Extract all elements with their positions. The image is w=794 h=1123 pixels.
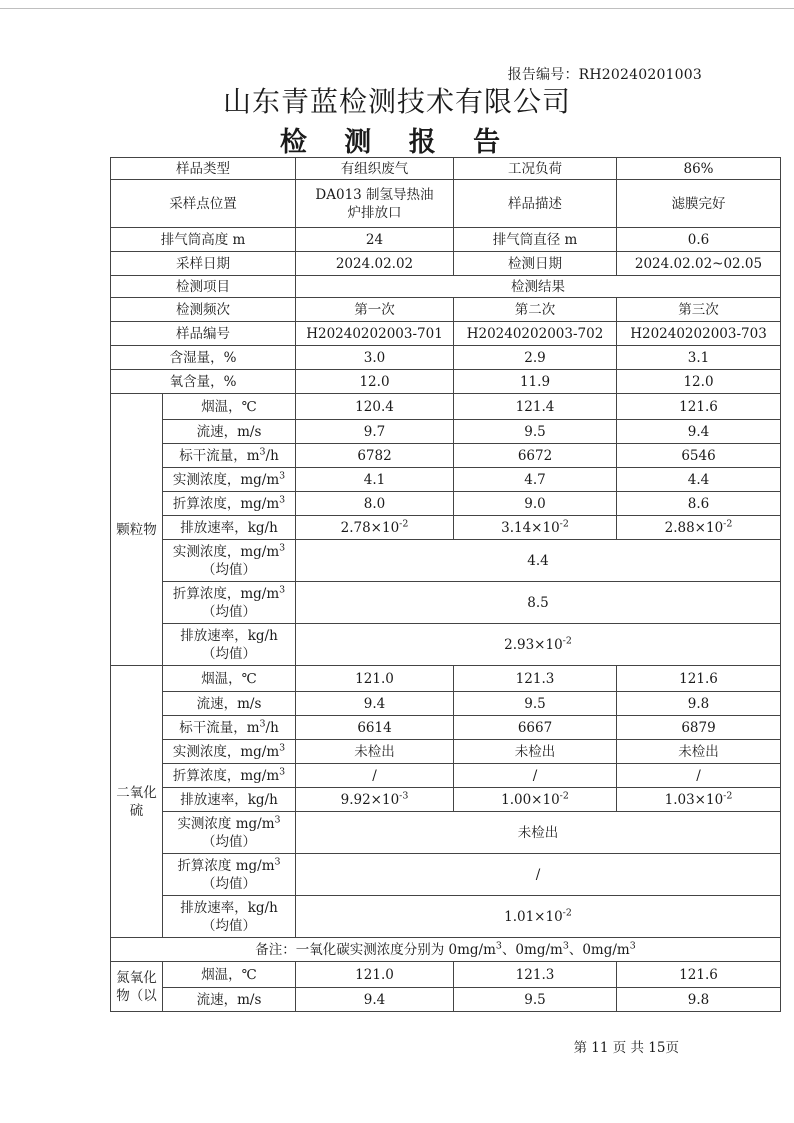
avg-suffix: （均值） (202, 645, 256, 662)
nox-group-line-2: 物（以 (116, 987, 157, 1004)
pm-conc-label (163, 468, 296, 492)
nox-temp-2: 121.3 (454, 962, 617, 988)
pm-rate-label: 排放速率，kg/h (163, 516, 296, 540)
so2-avg-conc-label (163, 812, 296, 854)
page-title: 检 测 报 告 (279, 127, 515, 158)
pm-flow-1: 6782 (296, 444, 454, 468)
pm-conc-label-sup: 3 (279, 470, 286, 481)
so2-flow-label (163, 716, 296, 740)
moisture-1: 3.0 (296, 346, 454, 370)
pm-avg-rate-mantissa: 2.93×10 (504, 636, 563, 653)
sample-type-label: 样品类型 (111, 158, 296, 180)
pm-conc-3: 4.4 (617, 468, 781, 492)
pm-conc-2: 4.7 (454, 468, 617, 492)
test-date-value: 2024.02.02~02.05 (617, 252, 781, 276)
freq-3: 第三次 (617, 298, 781, 322)
pm-avg-calc-label-sup: 3 (279, 584, 286, 595)
pm-avg-calc-label-text: 折算浓度，mg/m (172, 585, 280, 602)
table-row (111, 276, 781, 298)
height-value: 24 (296, 228, 454, 252)
pm-temp-3: 121.6 (617, 394, 781, 420)
pm-flow-label-tail: /h (265, 447, 279, 464)
so2-calc-3: / (617, 764, 781, 788)
table-row (111, 624, 781, 666)
table-row (111, 740, 781, 764)
sample-date-value: 2024.02.02 (296, 252, 454, 276)
so2-avg-calc-label (163, 854, 296, 896)
table-row (111, 298, 781, 322)
so2-conc-3: 未检出 (617, 740, 781, 764)
nox-speed-3: 9.8 (617, 988, 781, 1012)
note-text: 备注：一氧化碳实测浓度分别为 0mg/m (255, 941, 496, 958)
pm-rate-2-exp: -2 (559, 518, 569, 529)
so2-conc-2: 未检出 (454, 740, 617, 764)
so2-group-line-1: 二氧化 (116, 784, 157, 801)
so2-flow-label-sup: 3 (259, 718, 266, 729)
table-row (111, 252, 781, 276)
nox-speed-2: 9.5 (454, 988, 617, 1012)
so2-rate-3 (617, 788, 781, 812)
nox-temp-3: 121.6 (617, 962, 781, 988)
so2-avg-rate-exp: -2 (562, 907, 572, 918)
so2-rate-2-mantissa: 1.00×10 (501, 791, 560, 808)
so2-speed-2: 9.5 (454, 692, 617, 716)
moisture-3: 3.1 (617, 346, 781, 370)
table-row (111, 788, 781, 812)
table-row (111, 468, 781, 492)
so2-flow-1: 6614 (296, 716, 454, 740)
pm-avg-conc-label (163, 540, 296, 582)
pm-rate-2-mantissa: 3.14×10 (501, 519, 560, 536)
so2-avg-rate (296, 896, 781, 938)
freq-2: 第二次 (454, 298, 617, 322)
site-line-1: DA013 制氢导热油 (315, 186, 434, 203)
table-row (111, 158, 781, 180)
desc-value: 滤膜完好 (617, 180, 781, 228)
pm-calc-3: 8.6 (617, 492, 781, 516)
note-mid-2: 、0mg/m (568, 941, 630, 958)
table-row (111, 228, 781, 252)
so2-calc-label-text: 折算浓度，mg/m (172, 767, 280, 784)
pm-calc-label-text: 折算浓度，mg/m (172, 495, 280, 512)
so2-avg-conc: 未检出 (296, 812, 781, 854)
pm-speed-1: 9.7 (296, 420, 454, 444)
pm-rate-3-mantissa: 2.88×10 (664, 519, 724, 536)
table-row (111, 180, 781, 228)
company-name: 山东青蓝检测技术有限公司 (222, 85, 571, 118)
so2-avg-conc-label-text: 实测浓度 mg/m (177, 815, 275, 832)
avg-suffix: （均值） (202, 603, 256, 620)
table-row (111, 420, 781, 444)
avg-suffix: （均值） (202, 917, 256, 934)
so2-speed-label: 流速，m/s (163, 692, 296, 716)
pm-temp-label: 烟温，℃ (163, 394, 296, 420)
table-row (111, 938, 781, 962)
site-line-2: 炉排放口 (347, 204, 402, 221)
table-row (111, 716, 781, 740)
note-sup-3: 3 (629, 940, 636, 951)
sample-no-1: H20240202003-701 (296, 322, 454, 346)
so2-flow-label-tail: /h (265, 719, 279, 736)
pm-avg-conc: 4.4 (296, 540, 781, 582)
report-number: 报告编号：RH20240201003 (507, 67, 702, 83)
nox-speed-1: 9.4 (296, 988, 454, 1012)
pm-calc-label-sup: 3 (279, 494, 286, 505)
freq-label: 检测频次 (111, 298, 296, 322)
so2-temp-2: 121.3 (454, 666, 617, 692)
so2-speed-3: 9.8 (617, 692, 781, 716)
avg-suffix: （均值） (202, 875, 256, 892)
sample-date-label: 采样日期 (111, 252, 296, 276)
so2-conc-label-sup: 3 (279, 742, 286, 753)
pm-rate-1 (296, 516, 454, 540)
pm-flow-label (163, 444, 296, 468)
pm-calc-2: 9.0 (454, 492, 617, 516)
table-row (111, 666, 781, 692)
note (111, 938, 781, 962)
pm-rate-2 (454, 516, 617, 540)
load-label: 工况负荷 (454, 158, 617, 180)
diameter-label: 排气筒直径 m (454, 228, 617, 252)
so2-conc-1: 未检出 (296, 740, 454, 764)
table-row (111, 394, 781, 420)
oxygen-1: 12.0 (296, 370, 454, 394)
so2-temp-3: 121.6 (617, 666, 781, 692)
site-label: 采样点位置 (111, 180, 296, 228)
table-row (111, 492, 781, 516)
pm-flow-label-text: 标干流量，m (179, 447, 260, 464)
pm-calc-1: 8.0 (296, 492, 454, 516)
table-row (111, 516, 781, 540)
pm-avg-calc-label (163, 582, 296, 624)
pm-avg-calc: 8.5 (296, 582, 781, 624)
table-row (111, 370, 781, 394)
so2-avg-rate-label-text: 排放速率，kg/h (180, 899, 278, 916)
so2-avg-calc-label-text: 折算浓度 mg/m (177, 857, 275, 874)
sample-no-label: 样品编号 (111, 322, 296, 346)
so2-rate-2 (454, 788, 617, 812)
table-row (111, 346, 781, 370)
nox-speed-label: 流速，m/s (163, 988, 296, 1012)
item-label: 检测项目 (111, 276, 296, 298)
table-row (111, 444, 781, 468)
so2-calc-2: / (454, 764, 617, 788)
so2-avg-calc: / (296, 854, 781, 896)
pm-temp-2: 121.4 (454, 394, 617, 420)
so2-rate-label: 排放速率，kg/h (163, 788, 296, 812)
pm-speed-3: 9.4 (617, 420, 781, 444)
site-value (296, 180, 454, 228)
result-label: 检测结果 (296, 276, 781, 298)
so2-group-line-2: 硫 (129, 802, 144, 819)
so2-avg-rate-label (163, 896, 296, 938)
so2-conc-label-text: 实测浓度，mg/m (172, 743, 280, 760)
note-sup-1: 3 (495, 940, 502, 951)
so2-rate-2-exp: -2 (559, 790, 569, 801)
nox-temp-1: 121.0 (296, 962, 454, 988)
pm-avg-rate-exp: -2 (562, 635, 572, 646)
pm-speed-2: 9.5 (454, 420, 617, 444)
so2-group-label (111, 666, 163, 938)
pm-flow-2: 6672 (454, 444, 617, 468)
avg-suffix: （均值） (202, 833, 256, 850)
so2-rate-3-mantissa: 1.03×10 (664, 791, 724, 808)
so2-temp-label: 烟温，℃ (163, 666, 296, 692)
pm-calc-label (163, 492, 296, 516)
pm-flow-label-sup: 3 (259, 446, 266, 457)
pm-group-label: 颗粒物 (111, 394, 163, 666)
page-number: 第 11 页 共 15页 (573, 1040, 679, 1056)
pm-rate-3-exp: -2 (723, 518, 733, 529)
so2-calc-label-sup: 3 (279, 766, 286, 777)
moisture-2: 2.9 (454, 346, 617, 370)
pm-rate-1-exp: -2 (399, 518, 409, 529)
table-row (111, 962, 781, 988)
table-row (111, 322, 781, 346)
table-row (111, 540, 781, 582)
so2-conc-label (163, 740, 296, 764)
so2-rate-1-mantissa: 9.92×10 (340, 791, 400, 808)
note-sup-2: 3 (562, 940, 569, 951)
report-table (110, 157, 781, 1012)
test-date-label: 检测日期 (454, 252, 617, 276)
table-row (111, 896, 781, 938)
table-row (111, 692, 781, 716)
so2-avg-conc-label-sup: 3 (274, 814, 281, 825)
so2-rate-1-exp: -3 (399, 790, 409, 801)
pm-conc-label-text: 实测浓度，mg/m (172, 471, 280, 488)
so2-avg-rate-mantissa: 1.01×10 (504, 908, 563, 925)
nox-temp-label: 烟温，℃ (163, 962, 296, 988)
sample-type-value: 有组织废气 (296, 158, 454, 180)
avg-suffix: （均值） (202, 561, 256, 578)
sample-no-3: H20240202003-703 (617, 322, 781, 346)
table-row (111, 988, 781, 1012)
note-mid-1: 、0mg/m (501, 941, 563, 958)
table-row (111, 854, 781, 896)
sample-no-2: H20240202003-702 (454, 322, 617, 346)
so2-flow-3: 6879 (617, 716, 781, 740)
load-value: 86% (617, 158, 781, 180)
nox-group-line-1: 氮氧化 (116, 969, 157, 986)
desc-label: 样品描述 (454, 180, 617, 228)
table-row (111, 764, 781, 788)
so2-calc-label (163, 764, 296, 788)
nox-group-label (111, 962, 163, 1012)
oxygen-3: 12.0 (617, 370, 781, 394)
pm-flow-3: 6546 (617, 444, 781, 468)
top-border-line (0, 8, 794, 9)
so2-rate-3-exp: -2 (723, 790, 733, 801)
moisture-label: 含湿量，% (111, 346, 296, 370)
pm-avg-rate (296, 624, 781, 666)
so2-rate-1 (296, 788, 454, 812)
pm-avg-conc-label-text: 实测浓度，mg/m (172, 543, 280, 560)
pm-speed-label: 流速，m/s (163, 420, 296, 444)
pm-avg-rate-label (163, 624, 296, 666)
diameter-value: 0.6 (617, 228, 781, 252)
so2-temp-1: 121.0 (296, 666, 454, 692)
pm-temp-1: 120.4 (296, 394, 454, 420)
pm-rate-1-mantissa: 2.78×10 (340, 519, 400, 536)
so2-flow-2: 6667 (454, 716, 617, 740)
so2-calc-1: / (296, 764, 454, 788)
oxygen-label: 氧含量，% (111, 370, 296, 394)
so2-flow-label-text: 标干流量，m (179, 719, 260, 736)
so2-avg-calc-label-sup: 3 (274, 856, 281, 867)
height-label: 排气筒高度 m (111, 228, 296, 252)
oxygen-2: 11.9 (454, 370, 617, 394)
pm-avg-rate-label-text: 排放速率，kg/h (180, 627, 278, 644)
pm-avg-conc-label-sup: 3 (279, 542, 286, 553)
pm-conc-1: 4.1 (296, 468, 454, 492)
table-row (111, 582, 781, 624)
pm-rate-3 (617, 516, 781, 540)
table-row (111, 812, 781, 854)
so2-speed-1: 9.4 (296, 692, 454, 716)
freq-1: 第一次 (296, 298, 454, 322)
